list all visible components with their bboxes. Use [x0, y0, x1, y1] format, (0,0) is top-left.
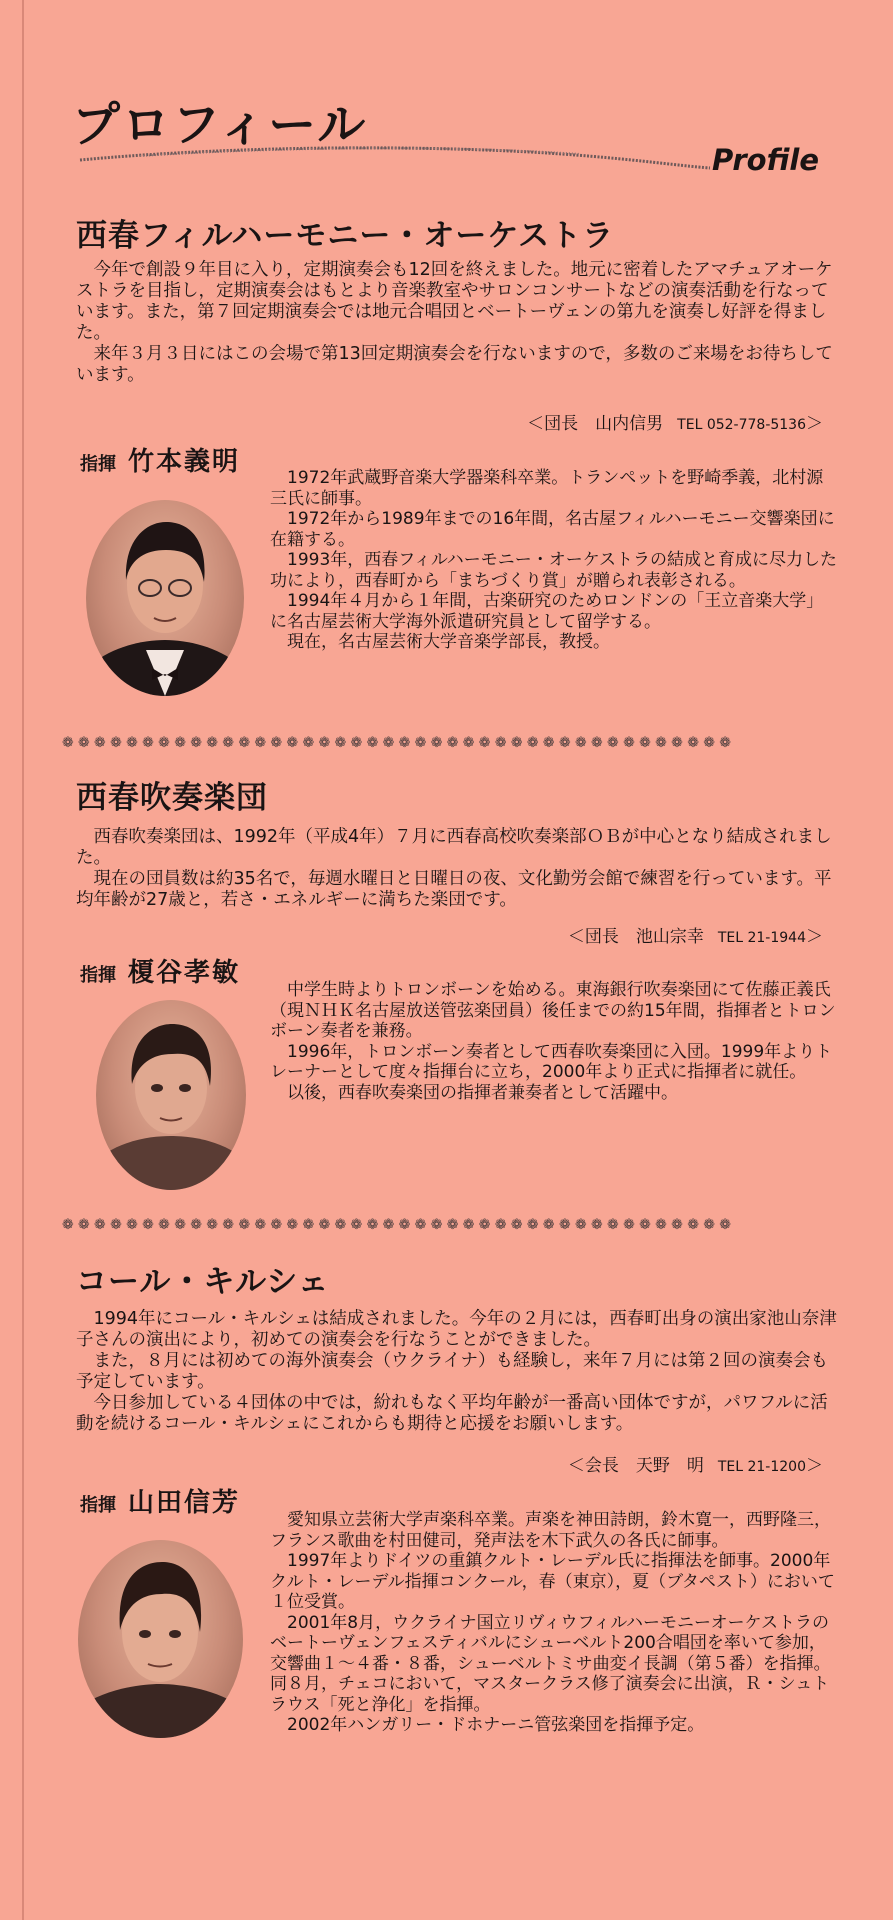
section-divider: ❁❁❁❁❁❁❁❁❁❁❁❁❁❁❁❁❁❁❁❁❁❁❁❁❁❁❁❁❁❁❁❁❁❁❁❁❁❁❁❁❁❁ [62, 736, 736, 750]
section-description [76, 827, 840, 911]
conductor-bio [270, 468, 840, 653]
conductor-name: 山田信芳 [128, 1488, 241, 1518]
description-paragraph: 今年で創設９年目に入り，定期演奏会も12回を終えました。地元に密着したアマチュアオーケストラを目指し，定期演奏会はもとより音楽教室やサロンコンサートなどの演奏活動を行なっています。また，第７回定期演奏会では地元合唱団とベートーヴェンの第九を演奏し好評を得ました。 [76, 260, 833, 343]
description-paragraph: 来年３月３日にはこの会場で第13回定期演奏会を行ないますので，多数のご来場をお待ちしています。 [76, 344, 833, 385]
page-edge-line [22, 0, 24, 1920]
page-title-english: Profile [712, 143, 820, 177]
bio-paragraph: 愛知県立芸術大学声楽科卒業。声楽を神田詩朗，鈴木寛一，西野隆三，フランス歌曲を村田健司，発声法を木下武久の各氏に師事。 [270, 1510, 831, 1551]
conductor-role: 指揮 [80, 1495, 116, 1516]
contact-tel: TEL 21-1944 [717, 930, 806, 946]
page-title: プロフィール [72, 97, 368, 153]
contact-name: 天野 明 [635, 1456, 704, 1476]
bio-paragraph: 1996年，トロンボーン奏者として西春吹奏楽団に入団。1999年よりトレーナーとして度々指揮台に立ち，2000年より正式に指揮者に就任。 [270, 1041, 833, 1082]
section-description [76, 1309, 840, 1435]
conductor-role: 指揮 [80, 454, 116, 475]
conductor-bio [270, 980, 840, 1103]
conductor-bio [270, 1510, 840, 1736]
conductor-heading [80, 952, 240, 989]
contact-tel: TEL 21-1200 [717, 1459, 806, 1475]
description-paragraph: 西春吹奏楽団は、1992年（平成4年）７月に西春高校吹奏楽部ＯＢが中心となり結成されました。 [76, 827, 832, 868]
conductor-role: 指揮 [80, 965, 116, 986]
conductor-heading [80, 441, 240, 478]
bio-paragraph: 2001年8月，ウクライナ国立リヴィウフィルハーモニーオーケストラのベートーヴェンフェスティバルにシューベルト200合唱団を率いて参加，交響曲１～４番・８番，シューベルトミサ曲変イ長調（第５番）を指揮。同８月，チェコにおいて，マスタークラス修了演奏会に出演，Ｒ・シュトラウス「死と浄化」を指揮。 [270, 1612, 831, 1715]
conductor-photo [96, 1000, 246, 1190]
description-paragraph: 現在の団員数は約35名で，毎週水曜日と日曜日の夜、文化勤労会館で練習を行っています。平均年齢が27歳と，若さ・エネルギーに満ちた楽団です。 [76, 869, 832, 910]
section-title: コール・キルシェ [76, 1264, 330, 1300]
bio-paragraph: 1997年よりドイツの重鎮クルト・レーデル氏に指揮法を師事。2000年クルト・レーデル指揮コンクール，春（東京），夏（ブタペスト）において１位受賞。 [270, 1551, 835, 1612]
section-contact: ＜団長 山内信男 TEL 052-778-5136＞ [527, 414, 823, 434]
conductor-photo [78, 1540, 243, 1738]
conductor-heading [80, 1482, 240, 1519]
bio-paragraph: 以後，西春吹奏楽団の指揮者兼奏者として活躍中。 [287, 1082, 678, 1103]
section-divider: ❁❁❁❁❁❁❁❁❁❁❁❁❁❁❁❁❁❁❁❁❁❁❁❁❁❁❁❁❁❁❁❁❁❁❁❁❁❁❁❁❁❁ [62, 1218, 736, 1232]
conductor-name: 榎谷孝敏 [128, 958, 241, 988]
section-contact: ＜団長 池山宗幸 TEL 21-1944＞ [567, 927, 823, 947]
contact-name: 山内信男 [595, 414, 664, 434]
bio-paragraph: 中学生時よりトロンボーンを始める。東海銀行吹奏楽団にて佐藤正義氏（現ＮＨＫ名古屋放送管弦楽団員）後任までの約15年間，指揮者とトロンボーン奏者を兼務。 [270, 980, 836, 1041]
conductor-name: 竹本義明 [128, 447, 241, 477]
bio-paragraph: 1994年４月から１年間，古楽研究のためロンドンの「王立音楽大学」に名古屋芸術大学海外派遣研究員として留学する。 [270, 591, 824, 632]
bio-paragraph: 現在，名古屋芸術大学音楽学部長，教授。 [287, 632, 610, 652]
section-title: 西春吹奏楽団 [76, 780, 268, 816]
description-paragraph: 1994年にコール・キルシェは結成されました。今年の２月には，西春町出身の演出家池山奈津子さんの演出により，初めての演奏会を行なうことができました。 [76, 1309, 837, 1350]
bio-paragraph: 1972年から1989年までの16年間，名古屋フィルハーモニー交響楽団に在籍する。 [270, 509, 835, 550]
description-paragraph: 今日参加している４団体の中では，紛れもなく平均年齢が一番高い団体ですが，パワフルに活動を続けるコール・キルシェにこれからも期待と応援をお願いします。 [76, 1393, 828, 1434]
bio-paragraph: 2002年ハンガリー・ドホナーニ管弦楽団を指揮予定。 [287, 1715, 705, 1735]
contact-role: 団長 [544, 414, 579, 434]
contact-tel: TEL 052-778-5136 [677, 417, 806, 433]
bio-paragraph: 1972年武蔵野音楽大学器楽科卒業。トランペットを野崎季義，北村源三氏に師事。 [270, 468, 824, 509]
title-underline-swoosh [60, 138, 720, 178]
section-contact: ＜会長 天野 明 TEL 21-1200＞ [567, 1456, 823, 1476]
section-title: 西春フィルハーモニー・オーケストラ [76, 218, 615, 254]
contact-role: 団長 [584, 927, 619, 947]
section-description [76, 260, 840, 386]
contact-role: 会長 [584, 1456, 619, 1476]
bio-paragraph: 1993年，西春フィルハーモニー・オーケストラの結成と育成に尽力した功により，西春町から「まちづくり賞」が贈られ表彰される。 [270, 550, 838, 591]
conductor-photo [86, 500, 244, 696]
contact-name: 池山宗幸 [635, 927, 704, 947]
description-paragraph: また，８月には初めての海外演奏会（ウクライナ）も経験し，来年７月には第２回の演奏会も予定しています。 [76, 1351, 828, 1392]
